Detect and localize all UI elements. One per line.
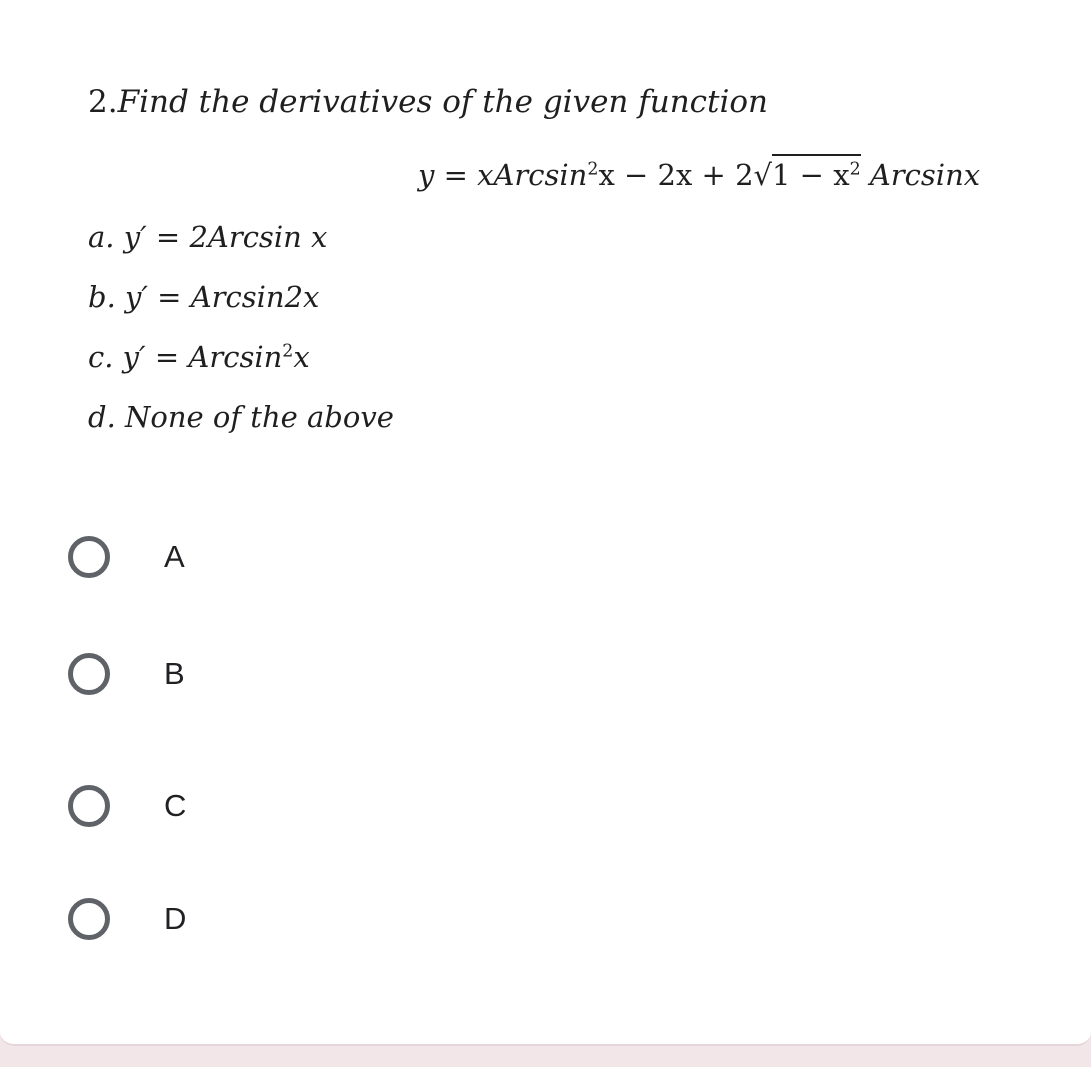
choice-d-label: D xyxy=(164,901,187,936)
choice-b-radio[interactable] xyxy=(68,648,185,700)
equation-lhs: y = xArcsin xyxy=(418,158,588,192)
radicand-exponent: 2 xyxy=(849,159,861,180)
option-d-body: d. None of the above xyxy=(88,400,394,434)
option-c-tail: x xyxy=(293,340,310,374)
option-b-prefix: b. y′ = xyxy=(88,280,191,314)
option-a-text xyxy=(88,220,327,254)
option-c-prefix: c. y′ = xyxy=(88,340,189,374)
function-equation xyxy=(418,158,980,192)
radio-unchecked-icon[interactable] xyxy=(68,653,110,695)
radio-unchecked-icon[interactable] xyxy=(68,898,110,940)
radio-unchecked-icon[interactable] xyxy=(68,785,110,827)
choice-c-label: C xyxy=(164,788,187,823)
choice-b-label: B xyxy=(164,656,185,691)
radio-unchecked-icon[interactable] xyxy=(68,536,110,578)
option-c-text xyxy=(88,340,310,374)
choice-a-label: A xyxy=(164,539,185,574)
choice-c-radio[interactable] xyxy=(68,780,186,832)
equation-middle: x − 2x + 2 xyxy=(598,158,754,192)
sqrt-symbol: √ xyxy=(753,158,773,192)
option-a-prefix: a. y′ = xyxy=(88,220,190,254)
question-text xyxy=(88,84,768,120)
option-c-exponent: 2 xyxy=(282,341,294,362)
option-b-text xyxy=(88,280,319,314)
option-a-body: 2Arcsin x xyxy=(189,220,328,254)
equation-exponent: 2 xyxy=(587,159,599,180)
question-prompt: Find the derivatives of the given function xyxy=(117,84,769,120)
option-d-text xyxy=(88,400,394,434)
option-b-body: Arcsin2x xyxy=(190,280,320,314)
option-c-body: Arcsin xyxy=(188,340,283,374)
choice-d-radio[interactable] xyxy=(68,893,186,945)
radicand-base: 1 − x xyxy=(772,158,850,192)
question-number: 2. xyxy=(88,84,118,120)
sqrt-radicand xyxy=(772,154,861,192)
choice-a-radio[interactable] xyxy=(68,531,185,583)
equation-tail: Arcsinx xyxy=(869,158,981,192)
